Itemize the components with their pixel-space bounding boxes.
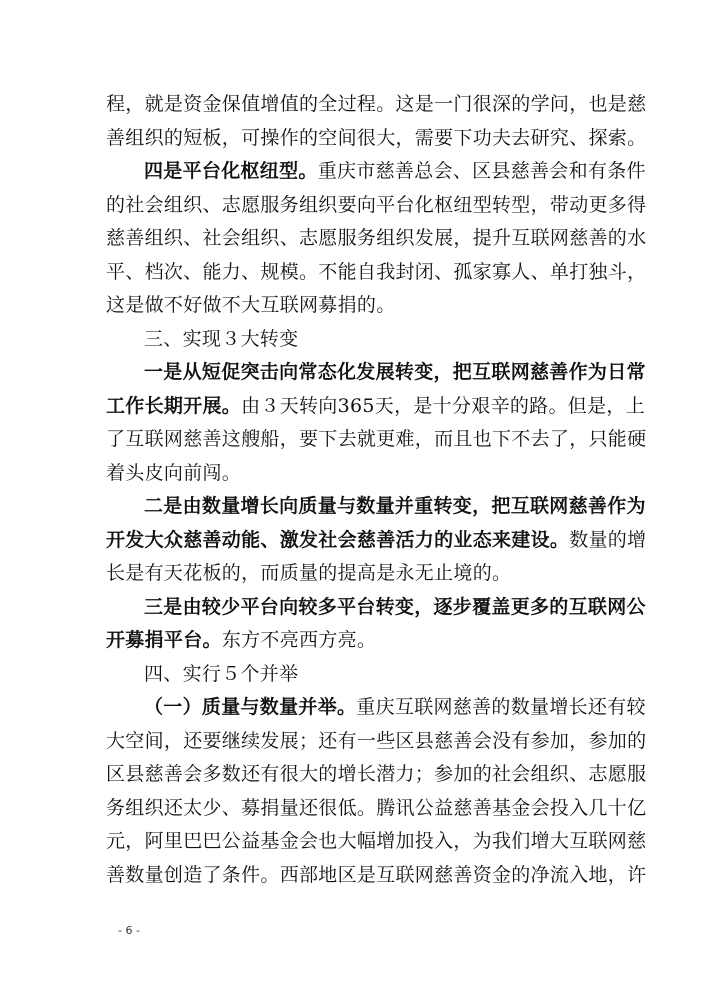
text-run: 重庆市慈善总会、区县慈善会和有条件 [317, 160, 646, 182]
text-line [106, 792, 647, 826]
text-run: 程，就是资金保值增值的全过程。这是一门很深的学问，也是慈 [106, 93, 647, 115]
paragraph [106, 155, 647, 323]
bold-run: 三是由较少平台向较多平台转变，逐步覆盖更多的互联网公 [144, 595, 646, 618]
text-run: 务组织还太少、募捐量还很低。腾讯公益慈善基金会投入几十亿 [106, 796, 647, 819]
text-line [106, 256, 647, 290]
text-run: 着头皮向前闯。 [106, 461, 242, 484]
text-line [106, 356, 646, 390]
paragraph [106, 691, 647, 892]
text-run: 四、实行５个并举 [144, 662, 299, 685]
paragraph [106, 658, 606, 692]
paragraph [106, 88, 647, 155]
bold-run: 工作长期开展。 [106, 394, 242, 417]
text-line [106, 289, 606, 323]
text-run: 元，阿里巴巴公益基金会也大幅增加投入，为我们增大互联网慈 [106, 830, 647, 852]
text-run: 平、档次、能力、规模。不能自我封闭、孤家寡人、单打独斗， [106, 260, 647, 283]
bold-run: 二是由数量增长向质量与数量并重转变，把互联网慈善作为 [144, 495, 646, 517]
text-line [106, 591, 646, 625]
text-line [106, 122, 647, 156]
paragraph [106, 323, 606, 357]
text-run: 区县慈善会多数还有很大的增长潜力；参加的社会组织、志愿服 [106, 763, 647, 785]
text-run: 慈善组织、社会组织、志愿服务组织发展，提升互联网慈善的水 [106, 227, 647, 249]
document-body [106, 88, 647, 892]
text-run: 三、实现３大转变 [144, 327, 299, 350]
text-run: 善数量创造了条件。西部地区是互联网慈善资金的净流入地，许 [106, 863, 647, 886]
text-run: 大空间，还要继续发展；还有一些区县慈善会没有参加，参加的 [106, 729, 647, 752]
paragraph [106, 591, 646, 658]
page-number: - 6 - [118, 924, 140, 937]
text-line [106, 557, 606, 591]
text-line [106, 825, 647, 859]
text-run: 东方不亮西方亮。 [221, 629, 377, 651]
text-line [106, 390, 645, 424]
text-line [106, 155, 646, 189]
text-line [106, 859, 647, 893]
text-line [106, 457, 606, 491]
text-line [106, 524, 647, 558]
bold-run: 一是从短促突击向常态化发展转变，把互联网慈善作为日常 [144, 361, 646, 383]
text-line [106, 323, 606, 357]
text-line [106, 490, 646, 524]
text-line [106, 691, 646, 725]
text-line [106, 189, 647, 223]
text-run: 善组织的短板，可操作的空间很大，需要下功夫去研究、探索。 [106, 126, 647, 149]
text-run: 由３天转向365天，是十分艰辛的路。但是，上 [241, 394, 645, 417]
text-line [106, 658, 606, 692]
text-line [106, 758, 647, 792]
text-line [106, 725, 647, 759]
text-line [106, 222, 647, 256]
text-run: 数量的增 [569, 528, 647, 551]
text-run: 长是有天花板的，而质量的提高是永无止境的。 [106, 562, 512, 584]
bold-run: （一）质量与数量并举。 [144, 696, 357, 718]
bold-run: 开募捐平台。 [106, 629, 222, 651]
text-run: 了互联网慈善这艘船，要下去就更难，而且也下不去了，只能硬 [106, 428, 647, 450]
paragraph [106, 356, 647, 490]
bold-run: 四是平台化枢纽型。 [144, 160, 318, 182]
text-run: 重庆互联网慈善的数量增长还有较 [356, 696, 646, 718]
text-run: 的社会组织、志愿服务组织要向平台化枢纽型转型，带动更多得 [106, 193, 647, 216]
text-line [106, 88, 647, 122]
text-line [106, 423, 647, 457]
bold-run: 开发大众慈善动能、激发社会慈善活力的业态来建设。 [106, 528, 570, 551]
text-run: 这是做不好做不大互联网募捐的。 [106, 294, 396, 316]
text-line [106, 624, 606, 658]
paragraph [106, 490, 647, 591]
